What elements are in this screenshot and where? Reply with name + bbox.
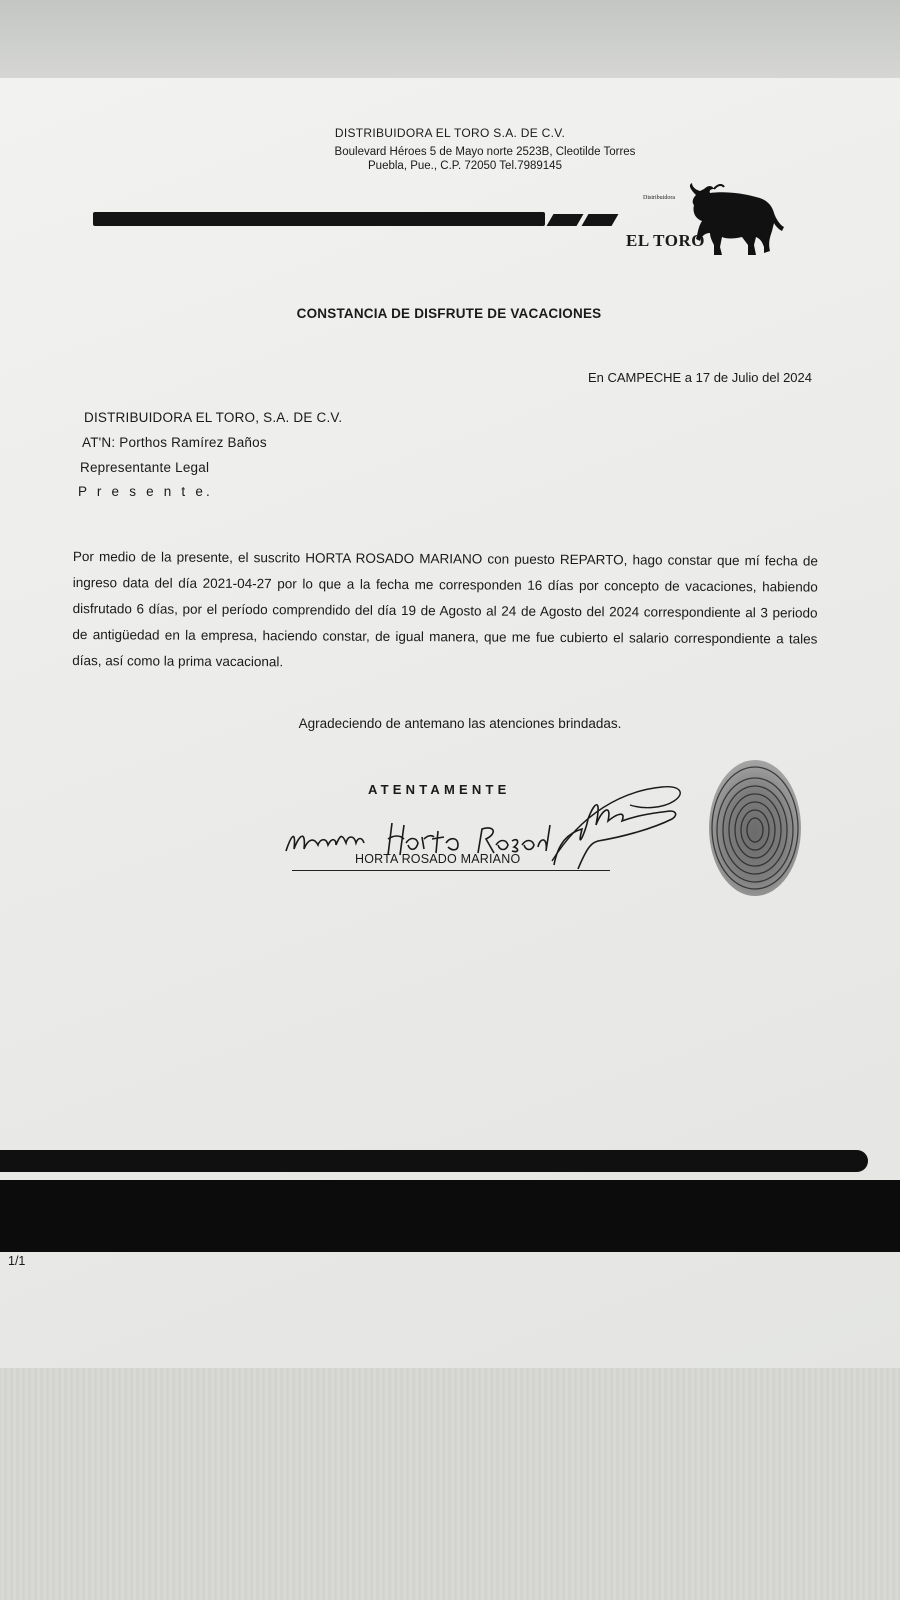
header-divider-bar (93, 212, 545, 226)
closing-text: Agradeciendo de antemano las atenciones brindadas. (298, 716, 622, 731)
logo-brand-text: EL TORO (626, 231, 705, 250)
footer-black-band (0, 1180, 900, 1252)
company-logo (626, 181, 786, 267)
document-title: CONSTANCIA DE DISFRUTE DE VACACIONES (296, 306, 602, 321)
page-number: 1/1 (8, 1254, 26, 1268)
recipient-attention: AT'N: Porthos Ramírez Baños (82, 435, 267, 450)
recipient-salutation: P r e s e n t e. (78, 484, 213, 499)
letterhead-company: DISTRIBUIDORA EL TORO S.A. DE C.V. (334, 126, 566, 140)
document-page (0, 78, 900, 1370)
recipient-company: DISTRIBUIDORA EL TORO, S.A. DE C.V. (84, 410, 343, 425)
recipient-role: Representante Legal (80, 460, 210, 475)
signature-line (292, 870, 610, 871)
header-divider-segment (582, 214, 619, 226)
document-date: En CAMPECHE a 17 de Julio del 2024 (587, 370, 812, 385)
background-surface-bottom (0, 1368, 900, 1600)
logo-small-text: Distribuidora (643, 195, 675, 201)
footer-divider-bar (0, 1150, 868, 1172)
body-paragraph: Por medio de la presente, el suscrito HORTA ROSADO MARIANO con puesto REPARTO, hago constar que mí fecha de ingreso data del día 2021-04-27 por lo que a la fecha me corresponden 16 días por concepto de vacaciones, habiendo disfrutado 6 días, por el período comprendido del día 19 de Agosto al 24 de Agosto del 2024 correspondiente al 3 periodo de antigüedad en la empresa, haciendo constar, de igual manera, que me fue cubierto el salario correspondiente a tales días, así como la prima vacacional. (72, 548, 818, 670)
sign-off: ATENTAMENTE (368, 782, 511, 797)
signer-name: HORTA ROSADO MARIANO (355, 852, 521, 866)
background-surface-top (0, 0, 900, 80)
letterhead-address-line1: Boulevard Héroes 5 de Mayo norte 2523B, Cleotilde Torres (334, 146, 636, 158)
letterhead-address-line2: Puebla, Pue., C.P. 72050 Tel.7989145 (368, 160, 562, 172)
header-divider-segment (547, 214, 584, 226)
bull-icon (684, 181, 784, 261)
handwritten-signature (282, 773, 702, 883)
fingerprint-icon (705, 756, 805, 901)
